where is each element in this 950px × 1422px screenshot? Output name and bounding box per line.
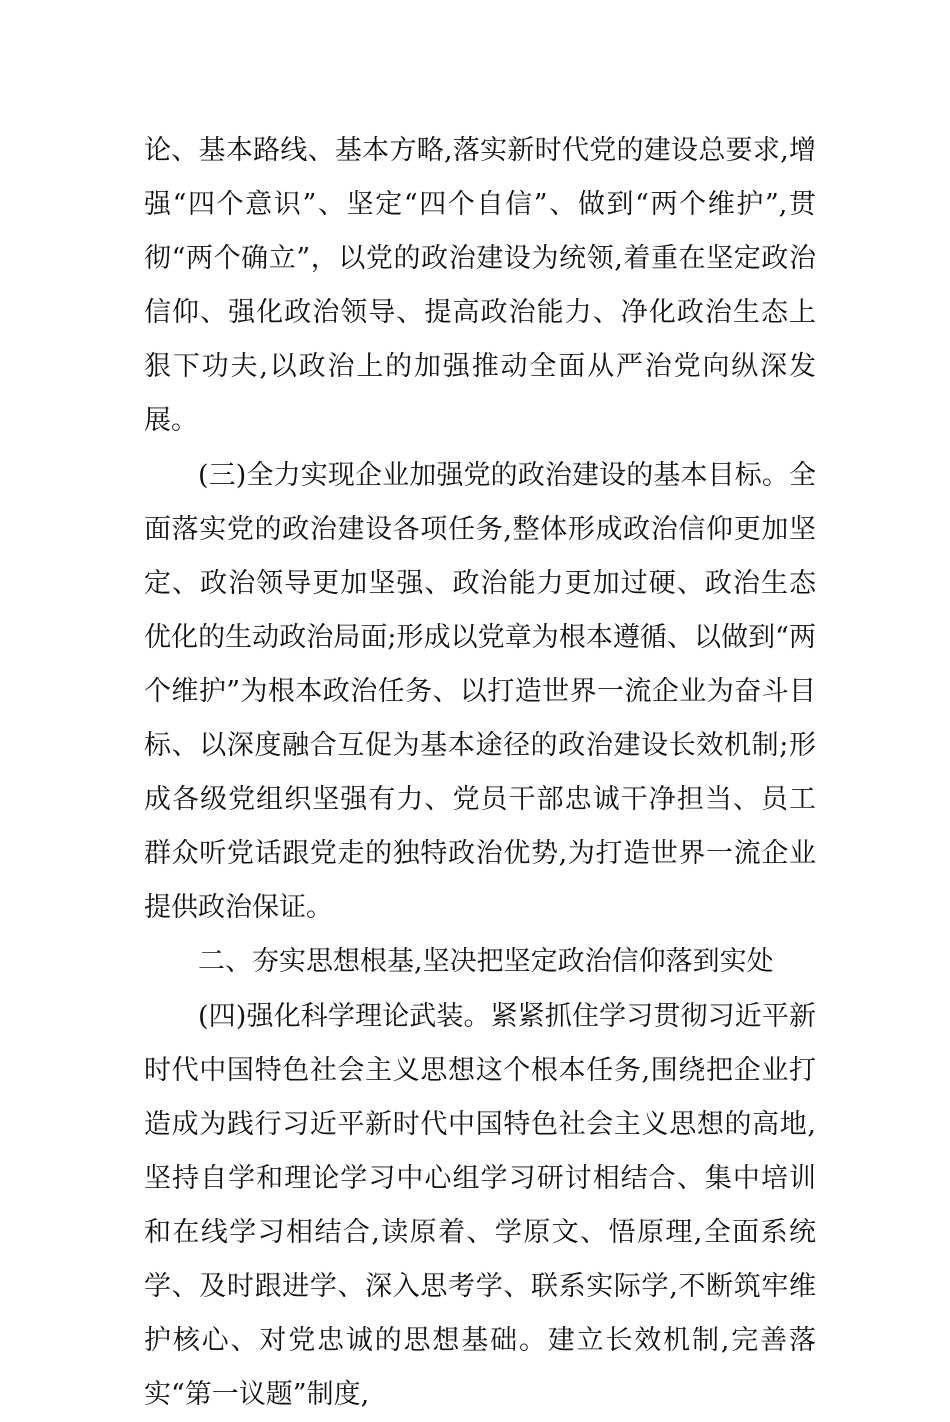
paragraph-section-3: (三)全力实现企业加强党的政治建设的基本目标。全面落实党的政治建设各项任务,整体形成政治信仰更加坚定、政治领导更加坚强、政治能力更加过硬、政治生态优化的生动政治局面;形成以党章为根本遵循、以做到“两个维护”为根本政治任务、以打造世界一流企业为奋斗目标、以深度融合互促为基本途径的政治建设长效机制;形成各级党组织坚强有力、党员干部忠诚干净担当、员工群众听党话跟党走的独特政治优势,为打造世界一流企业提供政治保证。 <box>144 449 816 936</box>
paragraph-section-4: (四)强化科学理论武装。紧紧抓住学习贯彻习近平新时代中国特色社会主义思想这个根本任务,围绕把企业打造成为践行习近平新时代中国特色社会主义思想的高地,坚持自学和理论学习中心组学习研讨相结合、集中培训和在线学习相结合,读原着、学原文、悟原理,全面系统学、及时跟进学、深入思考学、联系实际学,不断筑牢维护核心、对党忠诚的思想基础。建立长效机制,完善落实“第一议题”制度, <box>144 990 816 1422</box>
paragraph-continuation: 论、基本路线、基本方略,落实新时代党的建设总要求,增强“四个意识”、坚定“四个自信”、做到“两个维护”,贯彻“两个确立”，以党的政治建设为统领,着重在坚定政治信仰、强化政治领导、提高政治能力、净化政治生态上狠下功夫,以政治上的加强推动全面从严治党向纵深发展。 <box>144 124 816 449</box>
document-body <box>144 124 816 1422</box>
section-heading-2: 二、夯实思想根基,坚决把坚定政治信仰落到实处 <box>144 935 816 989</box>
